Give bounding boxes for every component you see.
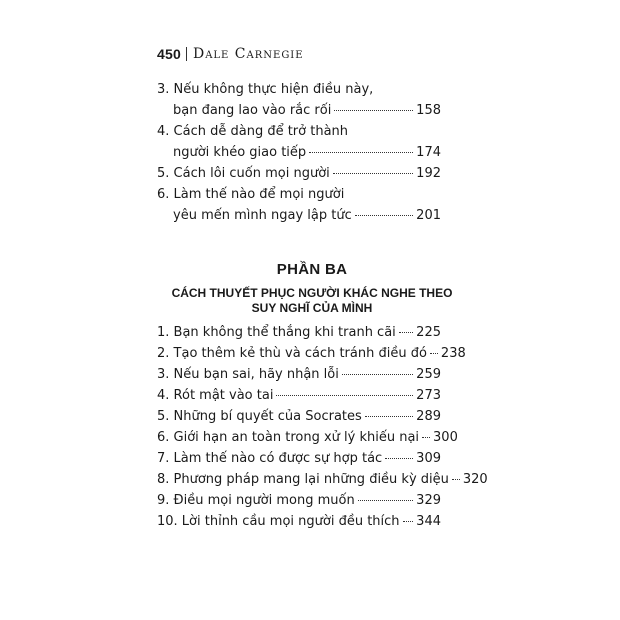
toc-page-number: 158 xyxy=(416,103,441,118)
toc-page-number: 344 xyxy=(416,514,441,529)
toc-page-number: 320 xyxy=(462,472,488,487)
dot-leader xyxy=(276,395,413,396)
toc-entry-title: 7. Làm thế nào có được sự hợp tác xyxy=(157,451,383,466)
toc-page-number: 273 xyxy=(416,388,441,403)
toc-entry-title: 1. Bạn không thể thắng khi tranh cãi xyxy=(157,325,396,340)
toc-entry xyxy=(157,427,458,448)
toc-page-number: 329 xyxy=(416,493,441,508)
toc-entry-title: 3. Nếu không thực hiện điều này, xyxy=(157,82,374,97)
toc-entry xyxy=(157,406,441,427)
toc-entry xyxy=(157,343,466,364)
dot-leader xyxy=(452,479,460,480)
dot-leader xyxy=(403,521,414,522)
toc-entry-title: 6. Giới hạn an toàn trong xử lý khiếu nại xyxy=(157,430,420,445)
part-title: PHẦN BA xyxy=(276,261,348,278)
toc-entry-title: 4. Cách dễ dàng để trở thành xyxy=(157,124,349,139)
dot-leader xyxy=(365,416,413,417)
toc-entry-title: 5. Những bí quyết của Socrates xyxy=(157,409,362,424)
dot-leader xyxy=(385,458,413,459)
toc-page-number: 289 xyxy=(416,409,441,424)
toc-entry xyxy=(157,385,441,406)
toc-entry xyxy=(157,469,488,490)
part-subtitle-line: SUY NGHĨ CỦA MÌNH xyxy=(251,301,373,315)
toc-entry-title: 9. Điều mọi người mong muốn xyxy=(157,493,355,508)
toc-entry-title-cont: người khéo giao tiếp xyxy=(173,145,307,160)
toc-entry xyxy=(157,448,441,469)
toc-page-number: 300 xyxy=(433,430,458,445)
page-number: 450 xyxy=(157,46,181,62)
toc-entry-title: 5. Cách lôi cuốn mọi người xyxy=(157,166,330,181)
toc-entry xyxy=(157,364,441,385)
toc-entry-title: 10. Lời thỉnh cầu mọi người đều thích xyxy=(157,514,400,529)
dot-leader xyxy=(399,332,413,333)
toc-entry-title: 2. Tạo thêm kẻ thù và cách tránh điều đó xyxy=(157,346,427,361)
toc-page-number: 201 xyxy=(416,208,441,223)
toc-entry xyxy=(157,490,441,511)
toc-page-number: 225 xyxy=(416,325,441,340)
dot-leader xyxy=(358,500,413,501)
part-subtitle xyxy=(157,286,467,316)
toc-part-three xyxy=(157,322,488,532)
toc-page-number: 309 xyxy=(416,451,441,466)
toc-entry-title: 3. Nếu bạn sai, hãy nhận lỗi xyxy=(157,367,339,382)
toc-entry-title-cont: yêu mến mình ngay lập tức xyxy=(173,208,352,223)
toc-entry-title: 6. Làm thế nào để mọi người xyxy=(157,187,345,202)
toc-entry-title: 8. Phương pháp mang lại những điều kỳ diệu xyxy=(157,472,449,487)
dot-leader xyxy=(422,437,430,438)
toc-page-number: 192 xyxy=(416,166,441,181)
dot-leader xyxy=(342,374,413,375)
toc-entry xyxy=(157,511,441,532)
dot-leader xyxy=(430,353,438,354)
part-subtitle-line: CÁCH THUYẾT PHỤC NGƯỜI KHÁC NGHE THEO xyxy=(171,286,453,300)
toc-page-number: 174 xyxy=(416,145,441,160)
toc-entry-title: 4. Rót mật vào tai xyxy=(157,388,274,403)
toc-page-number: 259 xyxy=(416,367,441,382)
toc-entry xyxy=(157,322,441,343)
toc-page-number: 238 xyxy=(440,346,466,361)
author-name: Dale Carnegie xyxy=(192,46,304,62)
toc-entry-title-cont: bạn đang lao vào rắc rối xyxy=(173,103,332,118)
